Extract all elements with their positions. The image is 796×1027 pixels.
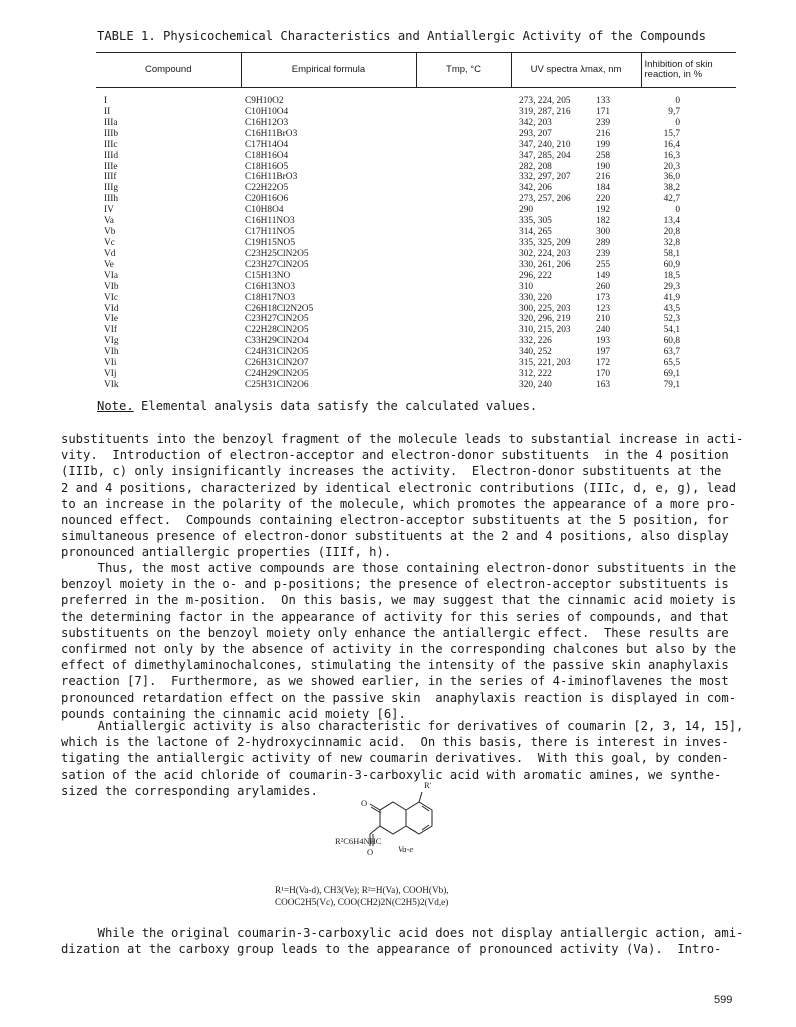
cell-compound: IIIf xyxy=(104,172,117,183)
cell-uv: 340, 252 xyxy=(519,347,552,358)
paragraph-line: which is the lactone of 2-hydroxycinnamic acid. On this basis, there is interest in inves- xyxy=(61,735,729,750)
cell-compound: IV xyxy=(104,205,114,216)
paragraph-line: Thus, the most active compounds are those containing electron-donor substituents in the xyxy=(61,561,737,575)
compounds-table xyxy=(96,52,736,391)
table-row xyxy=(96,129,736,140)
table-caption: TABLE 1. Physicochemical Characteristics and Antiallergic Activity of the Compounds xyxy=(97,29,707,43)
cell-uv: 342, 203 xyxy=(519,117,552,128)
structure-diagram xyxy=(318,780,478,870)
cell-compound: I xyxy=(104,96,108,106)
paragraph-line: tigating the antiallergic activity of new coumarin derivatives. With this goal, by conden- xyxy=(61,751,729,766)
cell-mp: 190 xyxy=(596,161,611,172)
cell-mp: 289 xyxy=(596,237,611,248)
cell-formula: C24H31ClN2O5 xyxy=(245,347,309,358)
cell-compound: VIa xyxy=(104,270,119,281)
cell-formula: C10H8O4 xyxy=(245,205,284,216)
cell-compound: Vb xyxy=(104,227,116,238)
cell-inhibition: 20,3 xyxy=(663,161,680,172)
cell-uv: 332, 226 xyxy=(519,336,552,347)
note-text: Elemental analysis data satisfy the calculated values. xyxy=(133,399,538,413)
table-row xyxy=(96,216,736,227)
cell-inhibition: 9,7 xyxy=(668,106,680,117)
cell-compound: Vc xyxy=(104,237,115,248)
cell-compound: IIIg xyxy=(104,183,119,194)
cell-uv: 273, 224, 205 xyxy=(519,96,571,106)
cell-inhibition: 0 xyxy=(675,205,680,216)
cell-formula: C24H29ClN2O5 xyxy=(245,369,309,380)
cell-inhibition: 16,3 xyxy=(663,150,680,161)
cell-mp: 133 xyxy=(596,96,611,106)
cell-compound: IIIb xyxy=(104,128,119,139)
paragraph-line: confirmed not only by the absence of activity in the corresponding chalcones but also by the xyxy=(61,642,737,657)
cell-formula: C33H29ClN2O4 xyxy=(245,336,309,347)
paragraph-line: to an increase in the polarity of the molecule, which promotes the appearance of a more pro- xyxy=(61,496,737,511)
label-compound: Va-e xyxy=(398,844,414,854)
cell-uv: 335, 325, 209 xyxy=(519,237,571,248)
cell-uv: 282, 208 xyxy=(519,161,552,172)
cell-formula: C16H13NO3 xyxy=(245,281,296,292)
cell-formula: C20H16O6 xyxy=(245,194,289,205)
cell-compound: VIf xyxy=(104,325,118,336)
paragraph-line: the determining factor in the appearance of activity for this series of compounds, and that xyxy=(61,609,729,624)
cell-mp: 192 xyxy=(596,205,611,216)
cell-inhibition: 36,0 xyxy=(663,172,680,183)
cell-inhibition: 43,5 xyxy=(663,303,680,314)
cell-inhibition: 69,1 xyxy=(663,369,680,380)
cell-formula: C16H12O3 xyxy=(245,117,289,128)
cell-uv: 302, 224, 203 xyxy=(519,248,571,259)
cell-mp: 260 xyxy=(596,281,611,292)
cell-inhibition: 58,1 xyxy=(663,248,680,259)
cell-compound: Va xyxy=(104,216,114,227)
cell-uv: 296, 222 xyxy=(519,270,552,281)
table-row xyxy=(96,358,736,369)
cell-formula: C17H11NO5 xyxy=(245,227,295,238)
cell-uv: 330, 261, 206 xyxy=(519,259,571,270)
cell-mp: 173 xyxy=(596,292,611,303)
cell-compound: VIb xyxy=(104,281,119,292)
paragraph-line: nounced effect. Compounds containing electron-acceptor substituents at the 5 position, for xyxy=(61,513,729,528)
body-paragraph xyxy=(61,925,744,957)
table-note xyxy=(97,399,537,413)
cell-formula: C22H22O5 xyxy=(245,183,289,194)
paragraph-line: While the original coumarin-3-carboxylic acid does not display antiallergic action, ami- xyxy=(61,926,744,940)
cell-mp: 210 xyxy=(596,314,611,325)
cell-uv: 347, 240, 210 xyxy=(519,139,571,150)
cell-compound: IIIa xyxy=(104,117,118,128)
paragraph-line: sation of the acid chloride of coumarin-3-carboxylic acid with aromatic amines, we synthe- xyxy=(61,767,722,782)
cell-compound: Vd xyxy=(104,248,116,259)
cell-uv: 310 xyxy=(519,281,534,292)
cell-inhibition: 20,8 xyxy=(663,227,680,238)
table-row xyxy=(96,107,736,118)
cell-mp: 182 xyxy=(596,216,611,227)
paragraph-line: pronounced antiallergic properties (IIIf, h). xyxy=(61,545,392,560)
table-row xyxy=(96,194,736,205)
table-row xyxy=(96,347,736,358)
cell-mp: 171 xyxy=(596,106,611,117)
paragraph-line: Antiallergic activity is also characteristic for derivatives of coumarin [2, 3, 14, 15], xyxy=(61,719,744,733)
header-formula: Empirical formula xyxy=(241,53,416,88)
cell-uv: 273, 257, 206 xyxy=(519,194,571,205)
substituent-definitions xyxy=(275,884,575,908)
cell-mp: 240 xyxy=(596,325,611,336)
cell-mp: 216 xyxy=(596,128,611,139)
paragraph-line: reaction [7]. Furthermore, as we showed earlier, in the series of 4-iminoflavenes the most xyxy=(61,674,729,689)
cell-compound: VIc xyxy=(104,292,119,303)
paragraph-line: substituents into the benzoyl fragment of the molecule leads to substantial increase in acti- xyxy=(61,432,744,446)
label-o-bottom: O xyxy=(367,847,374,857)
cell-mp: 184 xyxy=(596,183,611,194)
header-uv: UV spectra λmax, nm xyxy=(511,53,641,88)
cell-formula: C16H11BrO3 xyxy=(245,128,298,139)
paragraph-line: effect of dimethylaminochalcones, stimulating the intensity of the passive skin anaphylaxis xyxy=(61,658,729,673)
cell-inhibition: 42,7 xyxy=(663,194,680,205)
cell-uv: 320, 296, 219 xyxy=(519,314,571,325)
cell-inhibition: 54,1 xyxy=(663,325,680,336)
cell-inhibition: 65,5 xyxy=(663,358,680,369)
table-row xyxy=(96,227,736,238)
cell-inhibition: 38,2 xyxy=(663,183,680,194)
cell-uv: 332, 297, 207 xyxy=(519,172,571,183)
cell-compound: VIj xyxy=(104,369,117,380)
table-row xyxy=(96,162,736,173)
table-row xyxy=(96,369,736,380)
cell-uv: 300, 225, 203 xyxy=(519,303,571,314)
cell-compound: VIe xyxy=(104,314,119,325)
cell-formula: C18H17NO3 xyxy=(245,292,296,303)
header-mp: Tmp, °C xyxy=(416,53,511,88)
cell-mp: 172 xyxy=(596,358,611,369)
cell-uv: 312, 222 xyxy=(519,369,552,380)
table-row xyxy=(96,380,736,391)
paragraph-line: sized the corresponding arylamides. xyxy=(61,783,318,798)
table-row xyxy=(96,325,736,336)
cell-inhibition: 60,8 xyxy=(663,336,680,347)
cell-formula: C16H11NO3 xyxy=(245,216,295,227)
table-row xyxy=(96,293,736,304)
cell-uv: 319, 287, 216 xyxy=(519,106,571,117)
cell-mp: 300 xyxy=(596,227,611,238)
cell-uv: 335, 305 xyxy=(519,216,552,227)
body-paragraph xyxy=(61,560,741,722)
table-header-row xyxy=(96,53,736,88)
table-row xyxy=(96,140,736,151)
cell-mp: 220 xyxy=(596,194,611,205)
paragraph-line: substituents on the benzoyl moiety only enhance the antiallergic effect. These results are xyxy=(61,625,729,640)
cell-formula: C17H14O4 xyxy=(245,139,289,150)
cell-compound: VIi xyxy=(104,358,117,369)
cell-uv: 293, 207 xyxy=(519,128,552,139)
cell-compound: VIh xyxy=(104,347,119,358)
coumarin-structure xyxy=(318,780,478,885)
cell-mp: 123 xyxy=(596,303,611,314)
cell-mp: 258 xyxy=(596,150,611,161)
table-row xyxy=(96,314,736,325)
cell-compound: IIId xyxy=(104,150,119,161)
body-paragraph xyxy=(61,431,744,561)
table-row xyxy=(96,205,736,216)
cell-formula: C26H18Cl2N2O5 xyxy=(245,303,314,314)
paragraph-line: simultaneous presence of electron-donor substituents at the 2 and 4 positions, also display xyxy=(61,529,729,544)
cell-formula: C22H28ClN2O5 xyxy=(245,325,309,336)
cell-mp: 216 xyxy=(596,172,611,183)
paragraph-line: 2 and 4 positions, characterized by identical electronic contributions (IIIc, d, e, g), lead xyxy=(61,480,737,495)
cell-mp: 197 xyxy=(596,347,611,358)
cell-inhibition: 16,4 xyxy=(663,139,680,150)
paragraph-line: vity. Introduction of electron-acceptor and electron-donor substituents in the 4 position xyxy=(61,448,729,463)
table-row xyxy=(96,238,736,249)
cell-uv: 320, 240 xyxy=(519,379,552,390)
cell-formula: C19H15NO5 xyxy=(245,237,296,248)
cell-mp: 239 xyxy=(596,117,611,128)
cell-uv: 315, 221, 203 xyxy=(519,358,571,369)
note-label: Note. xyxy=(97,399,134,413)
paragraph-line: (IIIb, c) only insignificantly increases the activity. Electron-donor substituents at the xyxy=(61,464,722,479)
cell-uv: 290 xyxy=(519,205,534,216)
cell-uv: 330, 220 xyxy=(519,292,552,303)
paragraph-line: pounds containing the cinnamic acid moiety [6]. xyxy=(61,706,406,721)
substituent-line-1: R¹=H(Va-d), CH3(Ve); R²=H(Va), COOH(Vb), xyxy=(275,885,449,895)
cell-inhibition: 0 xyxy=(675,96,680,106)
cell-inhibition: 52,3 xyxy=(663,314,680,325)
cell-formula: C18H16O4 xyxy=(245,150,289,161)
cell-compound: IIIc xyxy=(104,139,118,150)
cell-uv: 310, 215, 203 xyxy=(519,325,571,336)
header-inhibition: Inhibition of skin reaction, in % xyxy=(641,53,736,88)
label-o-top: O xyxy=(361,798,368,808)
paragraph-line: preferred in the m-position. On this basis, we may suggest that the cinnamic acid moiety is xyxy=(61,593,737,608)
cell-compound: Ve xyxy=(104,259,114,270)
header-compound: Compound xyxy=(96,53,241,88)
cell-compound: VIk xyxy=(104,379,119,390)
table-row xyxy=(96,336,736,347)
cell-formula: C26H31ClN2O7 xyxy=(245,358,309,369)
table-row xyxy=(96,151,736,162)
label-r1: R' xyxy=(424,780,432,790)
cell-inhibition: 63,7 xyxy=(663,347,680,358)
paragraph-line: pronounced retardation effect on the passive skin anaphylaxis reaction is displayed in com- xyxy=(61,690,737,705)
table-row xyxy=(96,260,736,271)
cell-compound: IIIh xyxy=(104,194,119,205)
cell-formula: C25H31ClN2O6 xyxy=(245,379,309,390)
cell-inhibition: 60,9 xyxy=(663,259,680,270)
paragraph-line: dization at the carboxy group leads to the appearance of pronounced activity (Va). Intro- xyxy=(61,942,722,957)
cell-uv: 314, 265 xyxy=(519,227,552,238)
cell-compound: IIIe xyxy=(104,161,118,172)
cell-inhibition: 41,9 xyxy=(663,292,680,303)
cell-inhibition: 79,1 xyxy=(663,379,680,390)
cell-formula: C23H27ClN2O5 xyxy=(245,259,309,270)
substituent-line-2: COOC2H5(Vc), COO(CH2)2N(C2H5)2(Vd,e) xyxy=(275,897,449,907)
cell-inhibition: 13,4 xyxy=(663,216,680,227)
cell-mp: 170 xyxy=(596,369,611,380)
cell-mp: 163 xyxy=(596,379,611,390)
cell-mp: 149 xyxy=(596,270,611,281)
cell-uv: 342, 206 xyxy=(519,183,552,194)
table-row xyxy=(96,282,736,293)
cell-formula: C18H16O5 xyxy=(245,161,289,172)
table-row xyxy=(96,304,736,315)
cell-mp: 255 xyxy=(596,259,611,270)
table-row xyxy=(96,249,736,260)
cell-formula: C15H13NO xyxy=(245,270,291,281)
cell-compound: II xyxy=(104,106,111,117)
cell-formula: C10H10O4 xyxy=(245,106,289,117)
label-amide: R²C6H4NHC xyxy=(335,836,382,846)
cell-mp: 199 xyxy=(596,139,611,150)
cell-formula: C23H27ClN2O5 xyxy=(245,314,309,325)
page-number: 599 xyxy=(714,994,733,1006)
table-row xyxy=(96,88,736,107)
cell-inhibition: 15,7 xyxy=(663,128,680,139)
cell-inhibition: 32,8 xyxy=(663,237,680,248)
cell-inhibition: 18,5 xyxy=(663,270,680,281)
table-row xyxy=(96,271,736,282)
table-row xyxy=(96,118,736,129)
cell-mp: 239 xyxy=(596,248,611,259)
cell-inhibition: 0 xyxy=(675,117,680,128)
paragraph-line: benzoyl moiety in the o- and p-positions; the presence of electron-acceptor substituents is xyxy=(61,577,729,592)
cell-formula: C16H11BrO3 xyxy=(245,172,298,183)
cell-formula: C23H25ClN2O5 xyxy=(245,248,309,259)
cell-mp: 193 xyxy=(596,336,611,347)
table-row xyxy=(96,172,736,183)
cell-uv: 347, 285, 204 xyxy=(519,150,571,161)
cell-compound: VIg xyxy=(104,336,119,347)
table-row xyxy=(96,183,736,194)
cell-formula: C9H10O2 xyxy=(245,96,284,106)
cell-inhibition: 29,3 xyxy=(663,281,680,292)
cell-compound: VId xyxy=(104,303,119,314)
